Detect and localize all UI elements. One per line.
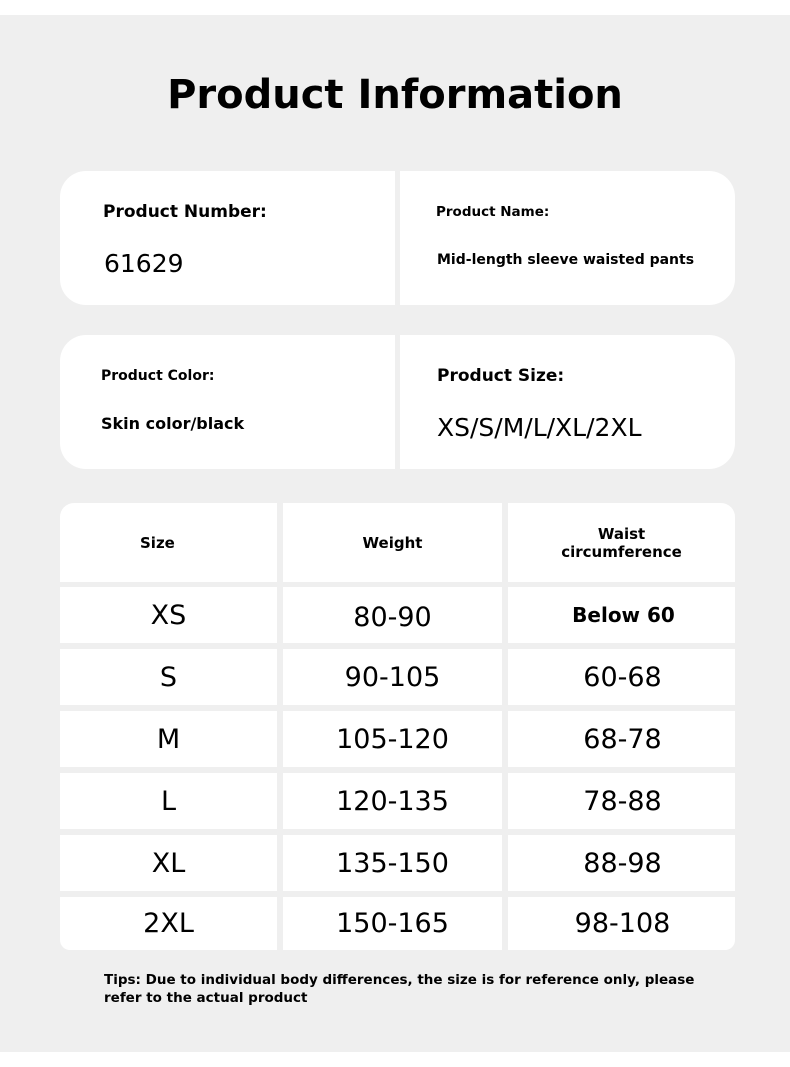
- table-cell-size: 2XL: [60, 897, 277, 950]
- table-cell-waist: 98-108: [508, 897, 735, 950]
- table-cell-waist: 78-88: [508, 773, 735, 829]
- product-attributes-card: [60, 335, 735, 469]
- table-cell-size: XL: [60, 835, 277, 891]
- product-color-value: Skin color/black: [101, 414, 245, 433]
- product-size-value: XS/S/M/L/XL/2XL: [437, 413, 642, 442]
- product-number-label: Product Number:: [103, 202, 267, 222]
- product-number-value: 61629: [104, 249, 184, 278]
- product-name-label: Product Name:: [436, 204, 550, 220]
- sizing-tips-note: Tips: Due to individual body differences, the size is for reference only, please refer to the actual product: [104, 972, 695, 1006]
- table-header-weight: Weight: [283, 503, 502, 582]
- table-cell-size: XS: [60, 587, 277, 643]
- table-cell-weight: 80-90: [283, 587, 502, 643]
- table-cell-weight: 120-135: [283, 773, 502, 829]
- product-size-label: Product Size:: [437, 366, 565, 386]
- size-table: [60, 503, 735, 950]
- table-cell-waist: 60-68: [508, 649, 735, 705]
- table-cell-weight: 90-105: [283, 649, 502, 705]
- table-header-size: Size: [60, 503, 277, 582]
- table-cell-waist: Below 60: [508, 587, 735, 643]
- product-name-value: Mid-length sleeve waisted pants: [437, 252, 695, 268]
- card-divider: [395, 335, 400, 469]
- table-header-waist: Waist circumference: [508, 503, 735, 582]
- product-id-card: [60, 171, 735, 305]
- table-cell-weight: 150-165: [283, 897, 502, 950]
- table-cell-weight: 135-150: [283, 835, 502, 891]
- card-divider: [395, 171, 400, 305]
- table-cell-waist: 88-98: [508, 835, 735, 891]
- table-cell-weight: 105-120: [283, 711, 502, 767]
- product-color-label: Product Color:: [101, 368, 215, 384]
- table-cell-size: L: [60, 773, 277, 829]
- table-cell-size: M: [60, 711, 277, 767]
- table-cell-waist: 68-78: [508, 711, 735, 767]
- page-title: Product Information: [167, 72, 623, 118]
- table-cell-size: S: [60, 649, 277, 705]
